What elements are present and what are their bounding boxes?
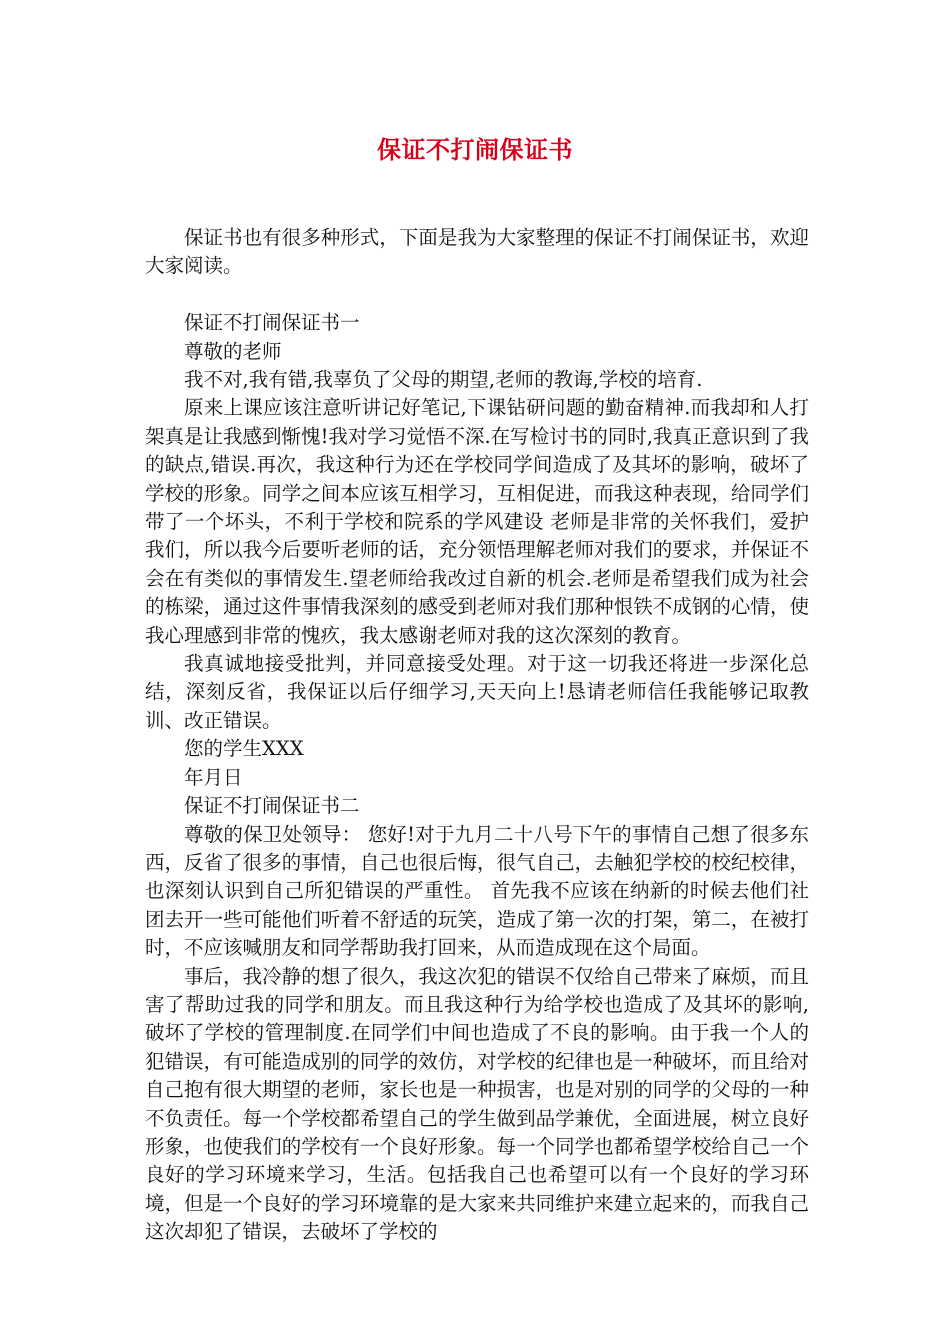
letter2-paragraph-1: 尊敬的保卫处领导： 您好!对于九月二十八号下午的事情自己想了很多东西，反省了很多的事情，自己也很后悔，很气自己，去触犯学校的校纪校律，也深刻认识到自己所犯错误的严重性。 首先我不应该在纳新的时候去他们社团去开一些可能他们听着不舒适的玩笑，造成了第一次的打架，第二，在被打时，不应该喊朋友和同学帮助我打回来，从而造成现在这个局面。 [145,822,809,960]
letter1-paragraph-1: 我不对,我有错,我辜负了父母的期望,老师的教诲,学校的培育. [184,368,703,392]
letter1-heading: 保证不打闹保证书一 [184,311,360,335]
letter1-salutation: 尊敬的老师 [184,339,282,363]
letter1-date: 年月日 [184,765,243,789]
letter2-heading: 保证不打闹保证书二 [184,794,360,818]
document-body [145,224,809,1247]
paragraph-gap [145,281,809,309]
intro-paragraph: 保证书也有很多种形式，下面是我为大家整理的保证不打闹保证书，欢迎大家阅读。 [145,226,809,278]
letter1-signature: 您的学生XXX [184,737,304,761]
letter1-paragraph-3: 我真诚地接受批判，并同意接受处理。对于这一切我还将进一步深化总结，深刻反省，我保证以后仔细学习,天天向上!恳请老师信任我能够记取教训、改正错误。 [145,652,809,732]
document-title: 保证不打闹保证书 [377,136,573,164]
letter1-paragraph-2: 原来上课应该注意听讲记好笔记,下课钻研问题的勤奋精神.而我却和人打架真是让我感到惭愧!我对学习觉悟不深.在写检讨书的同时,我真正意识到了我的缺点,错误.再次，我这种行为还在学校同学间造成了及其坏的影响，破坏了学校的形象。同学之间本应该互相学习，互相促进，而我这种表现，给同学们带了一个坏头，不利于学校和院系的学风建设 老师是非常的关怀我们，爱护我们，所以我今后要听老师的话，充分领悟理解老师对我们的要求，并保证不会在有类似的事情发生.望老师给我改过自新的机会.老师是希望我们成为社会的栋梁，通过这件事情我深刻的感受到老师对我们那种恨铁不成钢的心情，使我心理感到非常的愧疚，我太感谢老师对我的这次深刻的教育。 [145,396,809,647]
letter2-paragraph-2: 事后，我冷静的想了很久，我这次犯的错误不仅给自己带来了麻烦，而且害了帮助过我的同学和朋友。而且我这种行为给学校也造成了及其坏的影响,破坏了学校的管理制度.在同学们中间也造成了不良的影响。由于我一个人的犯错误，有可能造成别的同学的效仿，对学校的纪律也是一种破坏，而且给对自己抱有很大期望的老师，家长也是一种损害，也是对别的同学的父母的一种不负责任。每一个学校都希望自己的学生做到品学兼优，全面进展，树立良好形象，也使我们的学校有一个良好形象。每一个同学也都希望学校给自己一个良好的学习环境来学习，生活。包括我自己也希望可以有一个良好的学习环境，但是一个良好的学习环境靠的是大家来共同维护来建立起来的，而我自己这次却犯了错误，去破坏了学校的 [145,964,809,1244]
